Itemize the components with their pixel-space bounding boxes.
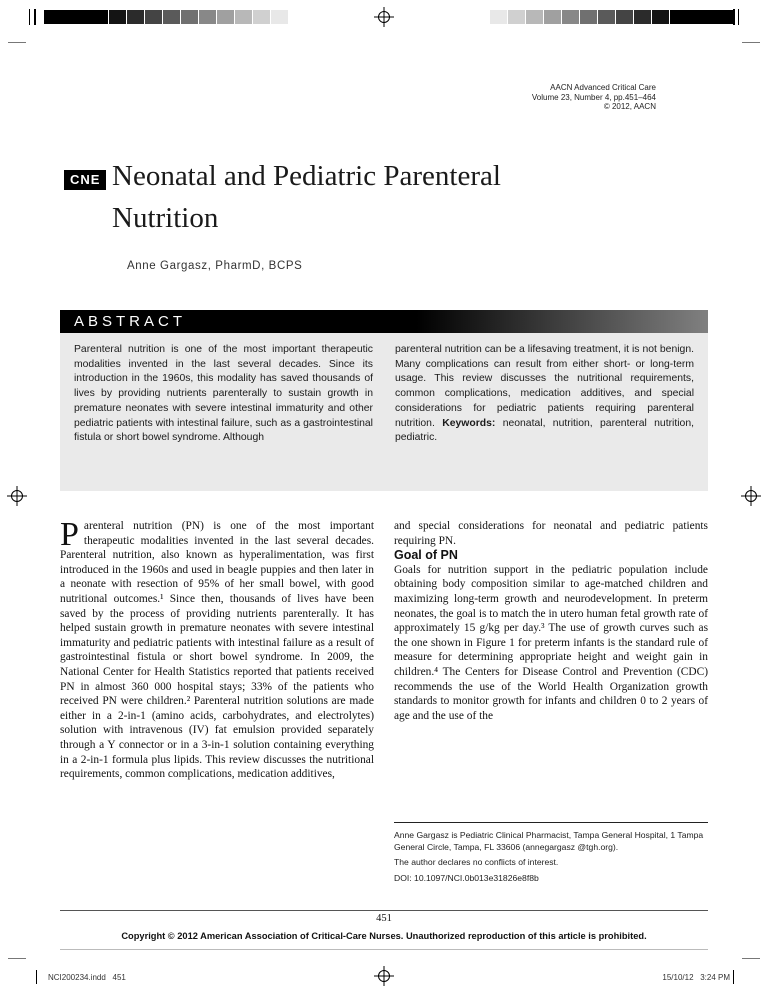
crop-tick: [34, 9, 36, 25]
crop-tick: [733, 9, 735, 25]
journal-name: AACN Advanced Critical Care: [550, 83, 656, 92]
color-patch: [199, 10, 216, 24]
color-patch: [271, 10, 288, 24]
color-patch: [526, 10, 543, 24]
crop-mark: [8, 958, 26, 959]
color-patch: [652, 10, 669, 24]
registration-mark-icon: [374, 966, 394, 986]
color-patch: [670, 10, 734, 24]
crop-tick: [733, 970, 734, 984]
article-title-line2: Nutrition: [112, 202, 219, 234]
registration-mark-icon: [741, 486, 761, 506]
color-patch: [490, 10, 507, 24]
section-heading-goal-of-pn: Goal of PN: [394, 548, 458, 563]
color-patch: [616, 10, 633, 24]
color-patch: [145, 10, 162, 24]
crop-tick: [36, 970, 37, 984]
color-patch: [235, 10, 252, 24]
body-left-paragraph: Parenteral nutrition (PN) is one of the most important therapeutic modalities invented in the last several decades. Parenteral nutrition, also known as hyperalimentation, was first introduced in the 1960s and used in beagle puppies and then later in a neonate with resection of 95% of her small bowel, with good nutritional outcomes.¹ Since then, thousands of lives have been saved by the process of providing nutrients parenterally. It has helped sustain growth in premature neonates with severe intestinal immaturity and pediatric patients with intestinal failure as a result of gastrointestinal fistula or short bowel syndrome. In 2009, the National Center for Health Statistics reported that patients received PN in almost 360 000 hospital stays; 33% of the patients who received PN were children.² Parenteral nutrition solutions are made either in a 2-in-1 (amino acids, carbohydrates, and electrolytes) solution with intravenous (IV) fat emulsion provided separately through a Y connector or in a 3-in-1 solution containing everything in a 2-in-1 formula plus lipids. This review discusses the nutritional requirements, common complications, medication additives,: [60, 516, 374, 781]
color-patch: [508, 10, 525, 24]
article-title-line1: Neonatal and Pediatric Parenteral: [112, 160, 501, 192]
color-patch: [598, 10, 615, 24]
color-patch: [217, 10, 234, 24]
conflict-statement: The author declares no conflicts of interest.: [394, 857, 559, 867]
color-patch: [181, 10, 198, 24]
color-patch: [634, 10, 651, 24]
journal-volume: Volume 23, Number 4, pp.451–464: [531, 92, 656, 102]
color-patch: [253, 10, 270, 24]
crop-mark: [742, 42, 760, 43]
abstract-col2-text: parenteral nutrition can be a lifesaving treatment, it is not benign. Many complications can result from either short- or long-term usage. This review discusses the nutritional requirements, common complications, medication additives, and special considerations for pediatric patients requiring parenteral nutrition. Keywords: neonatal, nutrition, parenteral nutrition, pediatric.: [395, 344, 695, 444]
copyright-line: Copyright © 2012 American Association of Critical-Care Nurses. Unauthorized reproduction of this article is prohibited.: [121, 931, 647, 941]
footer-rule: [60, 910, 708, 911]
keywords-text: neonatal, nutrition, parenteral nutrition, pediatric.: [395, 417, 695, 444]
body-column-left: [60, 516, 374, 782]
abstract-col1-text: Parenteral nutrition is one of the most important therapeutic modalities invented in the last several decades. Since its introduction in the 1960s, this modality has saved thousands of lives by providing nutrients parenterally to sustain growth in premature neonates with severe intestinal immaturity and other pediatric patients with intestinal failure, such as a gastrointestinal fistula or short bowel syndrome. Although: [74, 344, 373, 444]
color-calibration-bar-right: [490, 10, 734, 24]
author-affiliation: Anne Gargasz is Pediatric Clinical Pharmacist, Tampa General Hospital, 1 Tampa General Circle, Tampa, FL 33606 (annegargasz @tgh.org).: [394, 830, 704, 852]
color-patch: [544, 10, 561, 24]
keywords-label: Keywords:: [442, 417, 496, 429]
color-patch: [109, 10, 126, 24]
color-calibration-bar-left: [44, 10, 288, 24]
abstract-box: [60, 333, 708, 491]
doi-line: DOI: 10.1097/NCI.0b013e31826e8f8b: [394, 872, 539, 883]
body-right-paragraph: Goals for nutrition support in the pediatric population include obtaining body composition similar to age-matched children and maximizing long-term growth and neurodevelopment. In preterm neonates, the goal is to match the in utero human fetal growth rate of approximately 15 g/kg per day.³ The use of growth curves such as the one shown in Figure 1 for preterm infants is the standard rule of measure for determining appropriate height and weight gain in children.⁴ The Centers for Disease Control and Prevention (CDC) recommends the use of the World Health Organization growth standards to monitor growth for infants and children 0 to 2 years of age and the use of the: [394, 563, 708, 722]
crop-mark: [8, 42, 26, 43]
drop-cap: P: [60, 516, 79, 553]
registration-mark-icon: [374, 7, 394, 27]
body-column-right: [394, 519, 708, 723]
page-number: 451: [376, 913, 392, 924]
slug-filename: NCI200234.indd 451: [48, 973, 126, 982]
body-right-intro: and special considerations for neonatal and pediatric patients requiring PN.: [394, 520, 708, 547]
crop-tick: [738, 9, 739, 25]
crop-tick: [29, 9, 30, 25]
crop-mark: [742, 958, 760, 959]
color-patch: [44, 10, 108, 24]
slug-timestamp: 15/10/12 3:24 PM: [662, 973, 730, 982]
author-byline: Anne Gargasz, PharmD, BCPS: [127, 260, 303, 272]
cne-badge: CNE: [64, 170, 106, 190]
journal-copyright: © 2012, AACN: [603, 102, 656, 112]
registration-mark-icon: [7, 486, 27, 506]
color-patch: [163, 10, 180, 24]
color-patch: [580, 10, 597, 24]
abstract-header: ABSTRACT: [60, 310, 708, 333]
footnote-block: [394, 822, 708, 884]
color-patch: [127, 10, 144, 24]
color-patch: [562, 10, 579, 24]
journal-info: [532, 83, 656, 112]
footer-rule: [60, 949, 708, 950]
